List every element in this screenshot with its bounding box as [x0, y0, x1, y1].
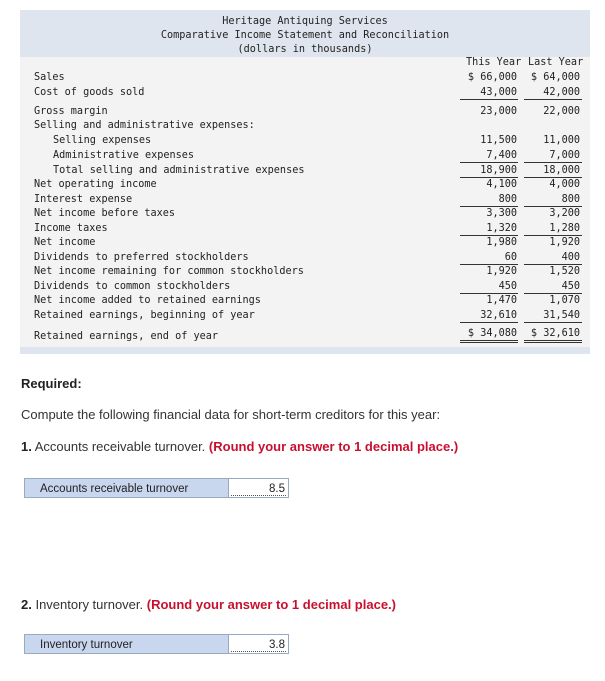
underline	[460, 99, 518, 100]
row-label: Administrative expenses	[53, 150, 195, 161]
row-label: Net income added to retained earnings	[34, 295, 261, 306]
row-last-year: 31,540	[543, 310, 580, 321]
instruction-text: Compute the following financial data for short-term creditors for this year:	[21, 407, 441, 422]
question-2-number: 2.	[21, 597, 32, 612]
row-last-year: 4,000	[549, 179, 580, 190]
statement-units: (dollars in thousands)	[237, 44, 373, 55]
row-last-year: 1,070	[549, 295, 580, 306]
row-label: Income taxes	[34, 223, 108, 234]
row-this-year: 3,300	[486, 208, 517, 219]
row-label: Net income remaining for common stockholders	[34, 266, 304, 277]
row-this-year: $ 66,000	[467, 72, 517, 83]
double-underline	[460, 340, 518, 341]
row-label: Selling expenses	[53, 135, 152, 146]
col-header-last-year: Last Year	[528, 57, 584, 68]
row-last-year: 1,520	[549, 266, 580, 277]
row-this-year: 1,980	[486, 237, 517, 248]
row-last-year: 400	[561, 252, 580, 263]
row-this-year: 60	[504, 252, 517, 263]
statement-header	[20, 10, 590, 57]
underline	[460, 162, 518, 163]
row-label: Dividends to preferred stockholders	[34, 252, 249, 263]
row-last-year: $ 64,000	[530, 72, 580, 83]
row-last-year: 22,000	[543, 106, 580, 117]
row-this-year: 23,000	[480, 106, 517, 117]
underline	[524, 322, 582, 323]
question-2-rounding: (Round your answer to 1 decimal place.)	[146, 597, 396, 612]
row-this-year: 7,400	[486, 150, 517, 161]
row-label: Selling and administrative expenses:	[34, 120, 255, 131]
row-this-year: $ 34,080	[467, 328, 517, 339]
required-heading: Required:	[21, 376, 82, 391]
underline	[460, 322, 518, 323]
double-underline	[524, 340, 582, 341]
row-label: Retained earnings, beginning of year	[34, 310, 255, 321]
question-2-text: Inventory turnover.	[35, 597, 144, 612]
statement-bottom-bar	[20, 347, 590, 354]
inventory-turnover-label: Inventory turnover	[24, 634, 229, 654]
row-last-year: 450	[561, 281, 580, 292]
row-last-year: 1,920	[549, 237, 580, 248]
row-this-year: 450	[498, 281, 517, 292]
row-label: Sales	[34, 72, 65, 83]
row-last-year: 42,000	[543, 87, 580, 98]
double-underline	[460, 342, 518, 343]
row-label: Cost of goods sold	[34, 87, 145, 98]
income-statement	[20, 10, 590, 354]
row-this-year: 800	[498, 194, 517, 205]
row-last-year: 18,000	[543, 165, 580, 176]
row-label: Net operating income	[34, 179, 157, 190]
row-last-year: 11,000	[543, 135, 580, 146]
question-1-number: 1.	[21, 439, 32, 454]
row-label: Total selling and administrative expenses	[53, 165, 305, 176]
double-underline	[524, 342, 582, 343]
row-this-year: 43,000	[480, 87, 517, 98]
underline	[524, 99, 582, 100]
row-this-year: 18,900	[480, 165, 517, 176]
row-label: Gross margin	[34, 106, 108, 117]
row-this-year: 11,500	[480, 135, 517, 146]
row-this-year: 1,920	[486, 266, 517, 277]
ar-turnover-input[interactable]: 8.5	[229, 478, 289, 498]
underline	[524, 162, 582, 163]
row-label: Retained earnings, end of year	[34, 331, 219, 342]
row-label: Net income	[34, 237, 96, 248]
row-last-year: 800	[561, 194, 580, 205]
inventory-turnover-input[interactable]: 3.8	[229, 634, 289, 654]
row-this-year: 32,610	[480, 310, 517, 321]
row-last-year: $ 32,610	[530, 328, 580, 339]
row-this-year: 1,470	[486, 295, 517, 306]
row-this-year: 4,100	[486, 179, 517, 190]
row-label: Net income before taxes	[34, 208, 176, 219]
row-label: Dividends to common stockholders	[34, 281, 231, 292]
row-last-year: 3,200	[549, 208, 580, 219]
company-name: Heritage Antiquing Services	[222, 16, 388, 27]
question-1-rounding: (Round your answer to 1 decimal place.)	[208, 439, 459, 454]
row-label: Interest expense	[34, 194, 133, 205]
ar-turnover-label: Accounts receivable turnover	[24, 478, 229, 498]
question-1	[21, 439, 458, 454]
question-1-text: Accounts receivable turnover.	[34, 439, 206, 454]
row-last-year: 1,280	[549, 223, 580, 234]
question-2	[21, 597, 396, 612]
col-header-this-year: This Year	[466, 57, 522, 68]
statement-title: Comparative Income Statement and Reconciliation	[160, 30, 450, 41]
row-last-year: 7,000	[549, 150, 580, 161]
row-this-year: 1,320	[486, 223, 517, 234]
